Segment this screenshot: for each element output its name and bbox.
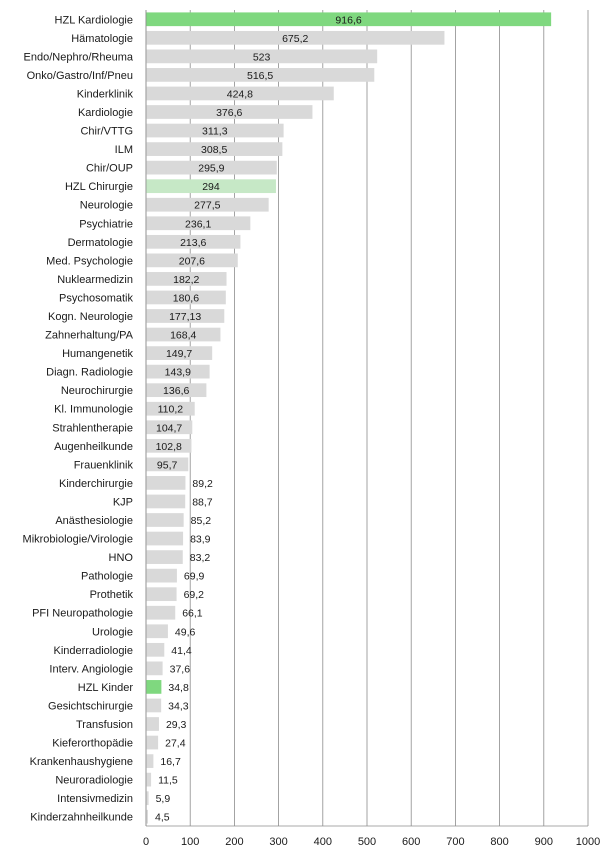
value-label: 295,9 [198, 162, 225, 175]
category-label: Frauenklinik [73, 459, 133, 472]
value-label: 16,7 [160, 756, 181, 769]
x-tick-label: 400 [313, 836, 332, 848]
value-label: 675,2 [282, 32, 309, 45]
category-label: ILM [114, 144, 133, 157]
x-tick-label: 1000 [575, 836, 601, 848]
category-label: Chir/OUP [85, 162, 133, 175]
bar [146, 662, 163, 676]
bar [146, 680, 161, 694]
value-label: 34,8 [168, 681, 189, 694]
category-label: Kinderchirurgie [59, 477, 133, 490]
bar [146, 717, 159, 731]
value-label: 41,4 [171, 644, 192, 657]
value-label: 88,7 [192, 496, 213, 509]
value-label: 5,9 [155, 793, 171, 806]
bar [146, 587, 177, 601]
category-label: HZL Kinder [77, 681, 133, 694]
bar [146, 569, 177, 583]
x-tick-label: 700 [446, 836, 465, 848]
value-label: 37,6 [169, 663, 191, 676]
category-label: Kieferorthopädie [52, 737, 133, 750]
value-label: 83,9 [190, 533, 211, 546]
value-label: 89,2 [192, 477, 213, 490]
category-label: KJP [112, 496, 133, 509]
bar [146, 606, 175, 620]
category-label: Pathologie [81, 570, 133, 583]
value-label: 27,4 [165, 737, 186, 750]
category-label: HNO [108, 552, 133, 565]
value-label: 180,6 [172, 292, 200, 305]
value-label: 424,8 [226, 88, 254, 101]
value-label: 277,5 [194, 199, 221, 212]
x-tick-label: 900 [534, 836, 553, 848]
bar [146, 495, 185, 509]
category-label: Nuklearmedizin [57, 273, 133, 286]
value-label: 916,6 [335, 14, 362, 27]
category-label: Kinderzahnheilkunde [30, 811, 133, 824]
value-label: 308,5 [201, 144, 228, 157]
value-label: 34,3 [168, 700, 189, 713]
bar [146, 550, 183, 564]
x-tick-label: 100 [181, 836, 200, 848]
value-label: 311,3 [202, 125, 228, 138]
category-label: Prothetik [89, 589, 133, 602]
category-label: Mikrobiologie/Virologie [22, 533, 133, 546]
value-label: 294 [202, 181, 220, 194]
category-label: Diagn. Radiologie [46, 366, 133, 379]
x-tick-label: 600 [402, 836, 421, 848]
bar [146, 532, 183, 546]
value-label: 66,1 [182, 607, 203, 620]
x-tick-label: 800 [490, 836, 509, 848]
x-tick-label: 500 [357, 836, 377, 848]
category-label: Humangenetik [62, 348, 133, 361]
value-label: 85,2 [190, 515, 212, 527]
bar [146, 476, 185, 490]
bar [146, 773, 151, 787]
category-label: Kinderradiologie [53, 644, 133, 657]
category-label: Transfusion [75, 719, 133, 731]
value-label: 523 [252, 51, 271, 64]
category-label: Kardiologie [77, 107, 133, 119]
value-label: 29,3 [165, 719, 187, 731]
category-label: Med. Psychologie [46, 255, 133, 268]
category-label: Urologie [92, 626, 133, 639]
category-label: PFI Neuropathologie [32, 607, 133, 620]
category-label: Dermatologie [67, 236, 133, 249]
category-label: Kinderklinik [76, 88, 133, 101]
bar [146, 624, 168, 638]
category-label: HZL Kardiologie [54, 14, 133, 27]
value-label: 376,6 [216, 107, 243, 119]
value-label: 143,9 [164, 366, 191, 379]
category-label: Neuroradiologie [55, 774, 133, 787]
category-label: Psychosomatik [59, 292, 133, 305]
value-label: 4,5 [154, 811, 170, 824]
category-label: Augenheilkunde [54, 440, 133, 453]
value-label: 177,13 [169, 311, 202, 323]
value-label: 182,2 [173, 273, 200, 286]
category-label: Neurologie [79, 199, 133, 212]
bar [146, 699, 161, 713]
category-label: Psychiatrie [79, 218, 133, 231]
value-label: 168,4 [170, 329, 197, 342]
category-label: Hämatologie [71, 32, 133, 45]
bar [146, 513, 184, 527]
category-label: Zahnerhaltung/PA [45, 329, 133, 342]
value-label: 136,6 [163, 385, 190, 398]
value-label: 102,8 [155, 440, 182, 453]
value-label: 516,5 [247, 69, 274, 82]
category-label: HZL Chirurgie [64, 181, 133, 194]
category-label: Endo/Nephro/Rheuma [23, 51, 133, 64]
category-label: Gesichtschirurgie [48, 700, 133, 713]
category-label: Anästhesiologie [55, 515, 133, 527]
x-tick-label: 0 [142, 836, 150, 848]
value-label: 69,2 [183, 589, 205, 602]
value-label: 11,5 [158, 774, 178, 787]
category-label: Chir/VTTG [80, 125, 133, 138]
category-label: Interv. Angiologie [49, 663, 133, 676]
category-label: Intensivmedizin [57, 793, 133, 806]
category-label: Krankenhaushygiene [29, 756, 133, 769]
x-tick-label: 300 [269, 836, 288, 848]
bar [146, 754, 153, 768]
value-label: 207,6 [178, 255, 206, 268]
category-label: Kl. Immunologie [54, 403, 133, 416]
value-label: 49,6 [174, 626, 196, 639]
category-label: Neurochirurgie [60, 385, 133, 398]
category-label: Kogn. Neurologie [47, 311, 133, 323]
x-tick-label: 200 [225, 836, 244, 848]
value-label: 95,7 [156, 459, 178, 472]
value-label: 149,7 [165, 348, 193, 361]
value-label: 213,6 [180, 236, 207, 249]
value-label: 69,9 [183, 570, 205, 583]
category-labels [23, 14, 134, 823]
value-label: 104,7 [155, 422, 183, 435]
value-label: 236,1 [185, 218, 212, 231]
value-label: 83,2 [189, 552, 211, 565]
bar [146, 736, 158, 750]
category-label: Strahlentherapie [52, 422, 133, 435]
category-label: Onko/Gastro/Inf/Pneu [26, 69, 133, 82]
value-label: 110,2 [157, 403, 184, 416]
bar [146, 643, 164, 657]
